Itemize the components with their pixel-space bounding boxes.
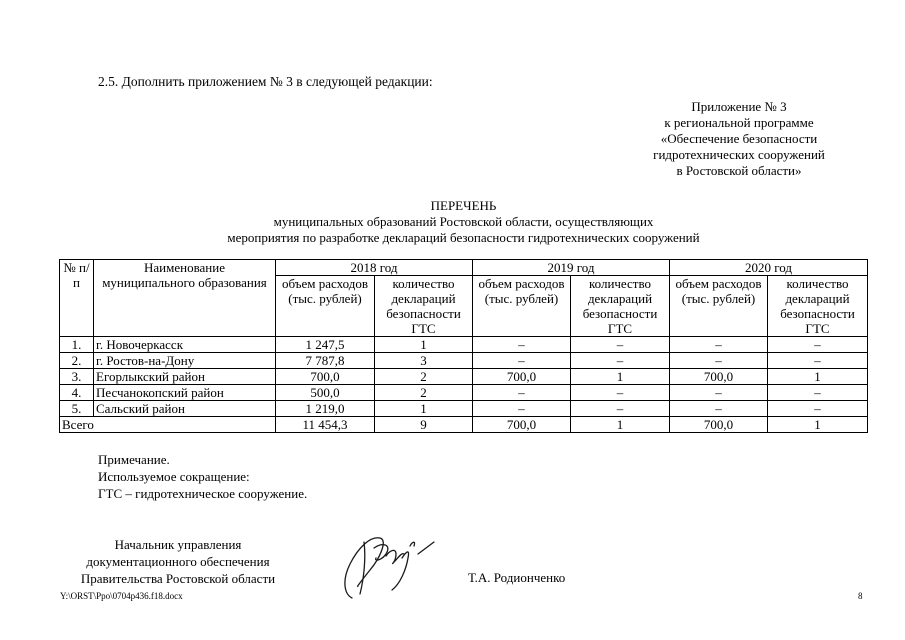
table-row xyxy=(60,337,868,353)
handwritten-signature xyxy=(330,528,440,604)
header-volume: объем расходов (тыс. рублей) xyxy=(670,276,768,337)
table-cell: 1 xyxy=(768,369,868,385)
cell-number: 5. xyxy=(60,401,94,417)
table-cell: – xyxy=(473,385,571,401)
cell-number: 2. xyxy=(60,353,94,369)
total-cell: 700,0 xyxy=(473,417,571,433)
table-cell: – xyxy=(571,385,670,401)
note-line: Примечание. xyxy=(98,452,170,467)
header-municipality: Наименование муниципального образования xyxy=(94,260,276,337)
table-cell: 1 247,5 xyxy=(276,337,375,353)
header-count: количество деклараций безопасности ГТС xyxy=(768,276,868,337)
table-cell: 3 xyxy=(375,353,473,369)
appendix-line: «Обеспечение безопасности xyxy=(660,131,818,146)
title-line: мероприятия по разработке деклараций безопасности гидротехнических сооружений xyxy=(227,230,700,245)
table-cell: 2 xyxy=(375,369,473,385)
cell-municipality: Песчанокопский район xyxy=(94,385,276,401)
table-cell: 1 xyxy=(375,337,473,353)
table-cell: – xyxy=(670,385,768,401)
table-cell: 700,0 xyxy=(473,369,571,385)
total-cell: 9 xyxy=(375,417,473,433)
total-label: Всего xyxy=(60,417,276,433)
header-count: количество деклараций безопасности ГТС xyxy=(375,276,473,337)
total-cell: 11 454,3 xyxy=(276,417,375,433)
cell-number: 4. xyxy=(60,385,94,401)
cell-municipality: Егорлыкский район xyxy=(94,369,276,385)
cell-municipality: г. Ростов-на-Дону xyxy=(94,353,276,369)
appendix-line: в Ростовской области» xyxy=(676,163,802,178)
table-cell: 1 219,0 xyxy=(276,401,375,417)
table-cell: – xyxy=(571,401,670,417)
appendix-line: гидротехнических сооружений xyxy=(653,147,825,162)
cell-municipality: г. Новочеркасск xyxy=(94,337,276,353)
header-number: № п/п xyxy=(60,260,94,337)
table-row xyxy=(60,353,868,369)
table-body xyxy=(60,337,868,433)
table-cell: – xyxy=(473,401,571,417)
table-cell: 700,0 xyxy=(670,369,768,385)
table-cell: – xyxy=(670,337,768,353)
header-volume: объем расходов (тыс. рублей) xyxy=(276,276,375,337)
table-cell: 700,0 xyxy=(276,369,375,385)
table-cell: – xyxy=(768,401,868,417)
note-line: ГТС – гидротехническое сооружение. xyxy=(98,486,308,501)
notes xyxy=(98,451,307,502)
cell-number: 3. xyxy=(60,369,94,385)
appendix-line: к региональной программе xyxy=(664,115,814,130)
table-cell: – xyxy=(768,385,868,401)
total-cell: 700,0 xyxy=(670,417,768,433)
signatory-title xyxy=(60,536,296,587)
header-year: 2020 год xyxy=(670,260,868,276)
table-cell: 7 787,8 xyxy=(276,353,375,369)
table-cell: – xyxy=(571,337,670,353)
header-year: 2018 год xyxy=(276,260,473,276)
total-cell: 1 xyxy=(768,417,868,433)
appendix-line: Приложение № 3 xyxy=(691,99,787,114)
title-heading: ПЕРЕЧЕНЬ xyxy=(430,198,497,213)
table-cell: 2 xyxy=(375,385,473,401)
table-cell: – xyxy=(670,401,768,417)
signatory-line: документационного обеспечения xyxy=(86,554,270,569)
table-cell: 1 xyxy=(375,401,473,417)
table-cell: – xyxy=(768,353,868,369)
table-cell: – xyxy=(670,353,768,369)
document-title xyxy=(60,198,867,246)
table-cell: – xyxy=(768,337,868,353)
intro-paragraph: 2.5. Дополнить приложением № 3 в следующей редакции: xyxy=(98,74,433,89)
table-row xyxy=(60,401,868,417)
table-cell: – xyxy=(571,353,670,369)
title-line: муниципальных образований Ростовской области, осуществляющих xyxy=(273,214,654,229)
total-row xyxy=(60,417,868,433)
table-cell: 500,0 xyxy=(276,385,375,401)
table-cell: – xyxy=(473,337,571,353)
table-row xyxy=(60,385,868,401)
page-number: 8 xyxy=(858,591,863,601)
total-cell: 1 xyxy=(571,417,670,433)
table-row xyxy=(60,369,868,385)
signatory-line: Начальник управления xyxy=(114,537,242,552)
appendix-heading xyxy=(610,99,868,179)
signatory-name: Т.А. Родионченко xyxy=(468,570,566,585)
header-count: количество деклараций безопасности ГТС xyxy=(571,276,670,337)
header-year: 2019 год xyxy=(473,260,670,276)
table-cell: – xyxy=(473,353,571,369)
note-line: Используемое сокращение: xyxy=(98,469,250,484)
municipalities-table xyxy=(59,259,868,433)
cell-municipality: Сальский район xyxy=(94,401,276,417)
cell-number: 1. xyxy=(60,337,94,353)
header-volume: объем расходов (тыс. рублей) xyxy=(473,276,571,337)
file-path: Y:\ORST\Ppo\0704p436.f18.docx xyxy=(60,591,183,601)
table-cell: 1 xyxy=(571,369,670,385)
signatory-line: Правительства Ростовской области xyxy=(80,571,276,586)
